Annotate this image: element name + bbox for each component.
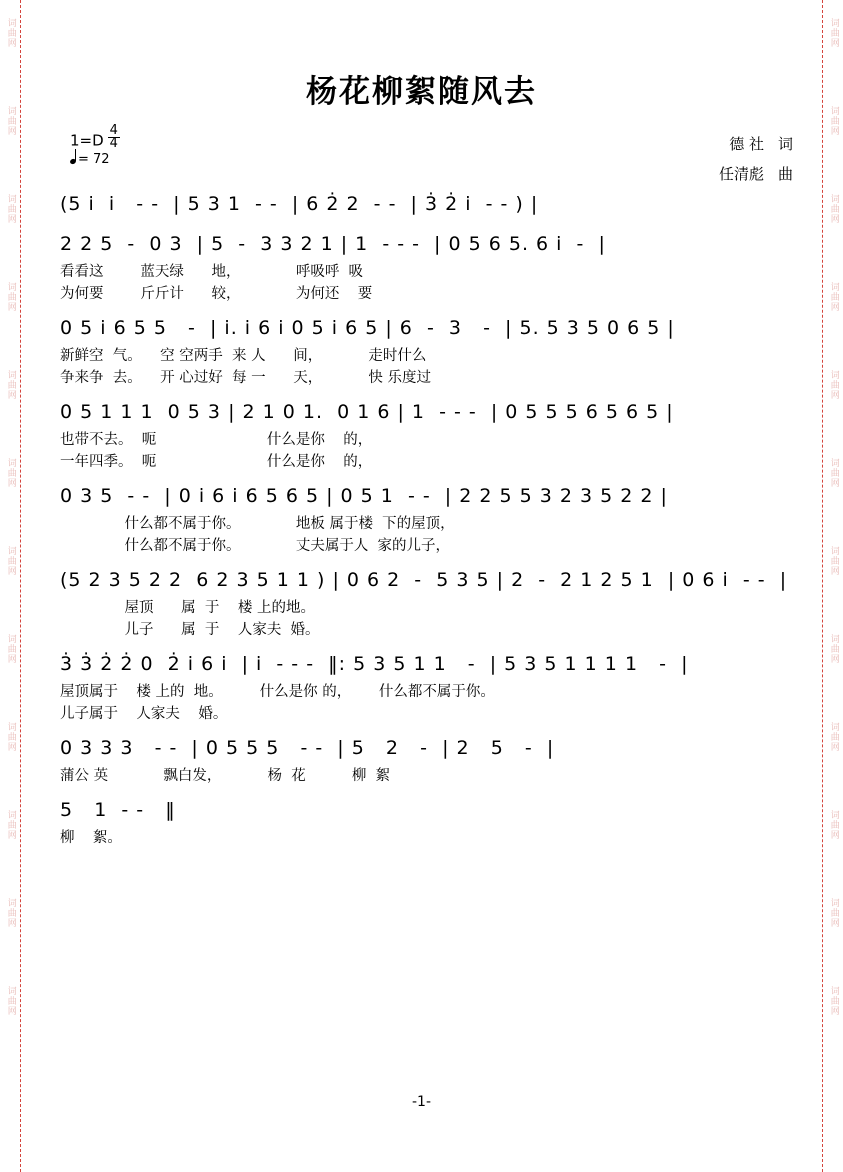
- music-system: [60, 473, 803, 557]
- watermark-text: 词曲网: [828, 458, 839, 488]
- time-denominator: 4: [109, 136, 118, 152]
- watermark-text: 词曲网: [828, 282, 839, 312]
- watermark-text: 词曲网: [828, 18, 839, 48]
- watermark-text: 词曲网: [5, 986, 16, 1016]
- score-metadata: [40, 125, 803, 181]
- watermark-text: 词曲网: [828, 106, 839, 136]
- time-numerator: 4: [109, 123, 118, 138]
- lyricist-name: 德 社: [729, 135, 764, 153]
- watermark-text: 词曲网: [828, 194, 839, 224]
- notation-line: 0 3 5 - - | 0 i 6 i 6 5 6 5 | 0 5 1 - - | 2 2 5 5 3 2 3 5 2 2 |: [60, 485, 668, 507]
- watermark-text: 词曲网: [828, 634, 839, 664]
- page-title: 杨花柳絮随风去: [306, 74, 537, 110]
- music-system: [60, 305, 803, 389]
- watermark-text: 词曲网: [828, 810, 839, 840]
- tempo-marking: [70, 151, 110, 167]
- watermark-text: 词曲网: [5, 898, 16, 928]
- music-system: [60, 557, 803, 641]
- lyric-line-verse1: 屋顶 属 于 楼 上的地。: [60, 600, 315, 616]
- watermark-text: 词曲网: [828, 370, 839, 400]
- music-system: [60, 725, 803, 787]
- notation-line: 2 2 5 - 0 3 | 5 - 3 3 2 1 | 1 - - - | 0 5 6 5. 6 i - |: [60, 233, 606, 255]
- key-text: 1=D: [70, 131, 104, 150]
- notation-line: 0 5 i 6 5 5 - | i. i 6 i 0 5 i 6 5 | 6 - 3 - | 5. 5 3 5 0 6 5 |: [60, 317, 675, 339]
- music-system: [60, 787, 803, 849]
- composer-name: 任清彪: [718, 165, 764, 183]
- lyric-line-verse2: 争来争 去。 开 心过好 每 一 天， 快 乐度过: [60, 370, 431, 386]
- page-number: -1-: [411, 1094, 431, 1110]
- score-content: [40, 0, 803, 1172]
- lyric-line-verse1: 柳 絮。: [60, 830, 122, 846]
- watermark-column-left: [0, 0, 20, 1172]
- lyric-line-verse1: 新鲜空 气。 空 空两手 来 人 间， 走时什么: [60, 348, 427, 364]
- watermark-text: 词曲网: [828, 986, 839, 1016]
- watermark-text: 词曲网: [828, 898, 839, 928]
- lyric-line-verse1: 屋顶属于 楼 上的 地。 什么是你 的， 什么都不属于你。: [60, 684, 495, 700]
- quarter-note-icon: [70, 151, 78, 165]
- lyric-line-verse1: 也带不去。 呃 什么是你 的，: [60, 432, 373, 448]
- watermark-text: 词曲网: [5, 18, 16, 48]
- notation-line: 0 5 1 1 1 0 5 3 | 2 1 0 1. 0 1 6 | 1 - - - | 0 5 5 5 6 5 6 5 |: [60, 401, 674, 423]
- tempo-value: = 72: [78, 152, 110, 167]
- lyric-line-verse2: 什么都不属于你。 丈夫属于人 家的儿子，: [60, 538, 451, 554]
- watermark-text: 词曲网: [5, 458, 16, 488]
- watermark-text: 词曲网: [828, 722, 839, 752]
- music-system: [60, 181, 803, 221]
- watermark-column-right: [823, 0, 843, 1172]
- watermark-text: 词曲网: [5, 722, 16, 752]
- watermark-text: 词曲网: [5, 370, 16, 400]
- notation-line: 5 1 - - ‖: [60, 799, 176, 821]
- watermark-text: 词曲网: [5, 546, 16, 576]
- right-dashed-rule: [822, 0, 823, 1172]
- watermark-text: 词曲网: [5, 282, 16, 312]
- lyric-line-verse2: 一年四季。 呃 什么是你 的，: [60, 454, 373, 470]
- lyric-line-verse1: 看看这 蓝天绿 地， 呼吸呼 吸: [60, 264, 364, 280]
- watermark-text: 词曲网: [5, 634, 16, 664]
- time-signature: [108, 125, 120, 151]
- music-system: [60, 221, 803, 305]
- watermark-text: 词曲网: [5, 810, 16, 840]
- composer-role: 曲: [777, 165, 793, 183]
- music-system: [60, 641, 803, 725]
- lyricist-line: [719, 129, 793, 159]
- lyricist-role: 词: [777, 135, 793, 153]
- watermark-text: 词曲网: [828, 546, 839, 576]
- lyric-line-verse2: 为何要 斤斤计 较， 为何还 要: [60, 286, 373, 302]
- left-dashed-rule: [20, 0, 21, 1172]
- key-signature: [70, 125, 120, 151]
- lyric-line-verse2: 儿子属于 人家夫 婚。: [60, 706, 228, 722]
- music-system: [60, 389, 803, 473]
- watermark-text: 词曲网: [5, 194, 16, 224]
- notation-line: 0 3 3 3 - - | 0 5 5 5 - - | 5 2 - | 2 5 - |: [60, 737, 555, 759]
- watermark-text: 词曲网: [5, 106, 16, 136]
- lyric-line-verse1: 什么都不属于你。 地板 属于楼 下的屋顶，: [60, 516, 455, 532]
- notation-line: (5 i i - - | 5 3 1 - - | 6 2̇ 2 - - | 3̇ 2̇ i - - ) |: [60, 193, 539, 215]
- notation-line: (5 2 3 5 2 2 6 2 3 5 1 1 ) | 0 6 2 - 5 3 5 | 2 - 2 1 2 5 1 | 0 6 i - - |: [60, 569, 788, 591]
- lyric-line-verse1: 蒲公 英 飘白发， 杨 花 柳 絮: [60, 768, 391, 784]
- credits: [719, 129, 793, 189]
- notation-line: 3̇ 3̇ 2̇ 2̇ 0 2̇ i 6 i | i - - - ‖: 5 3 5 1 1 - | 5 3 5 1 1 1 1 - |: [60, 653, 689, 675]
- lyric-line-verse2: 儿子 属 于 人家夫 婚。: [60, 622, 320, 638]
